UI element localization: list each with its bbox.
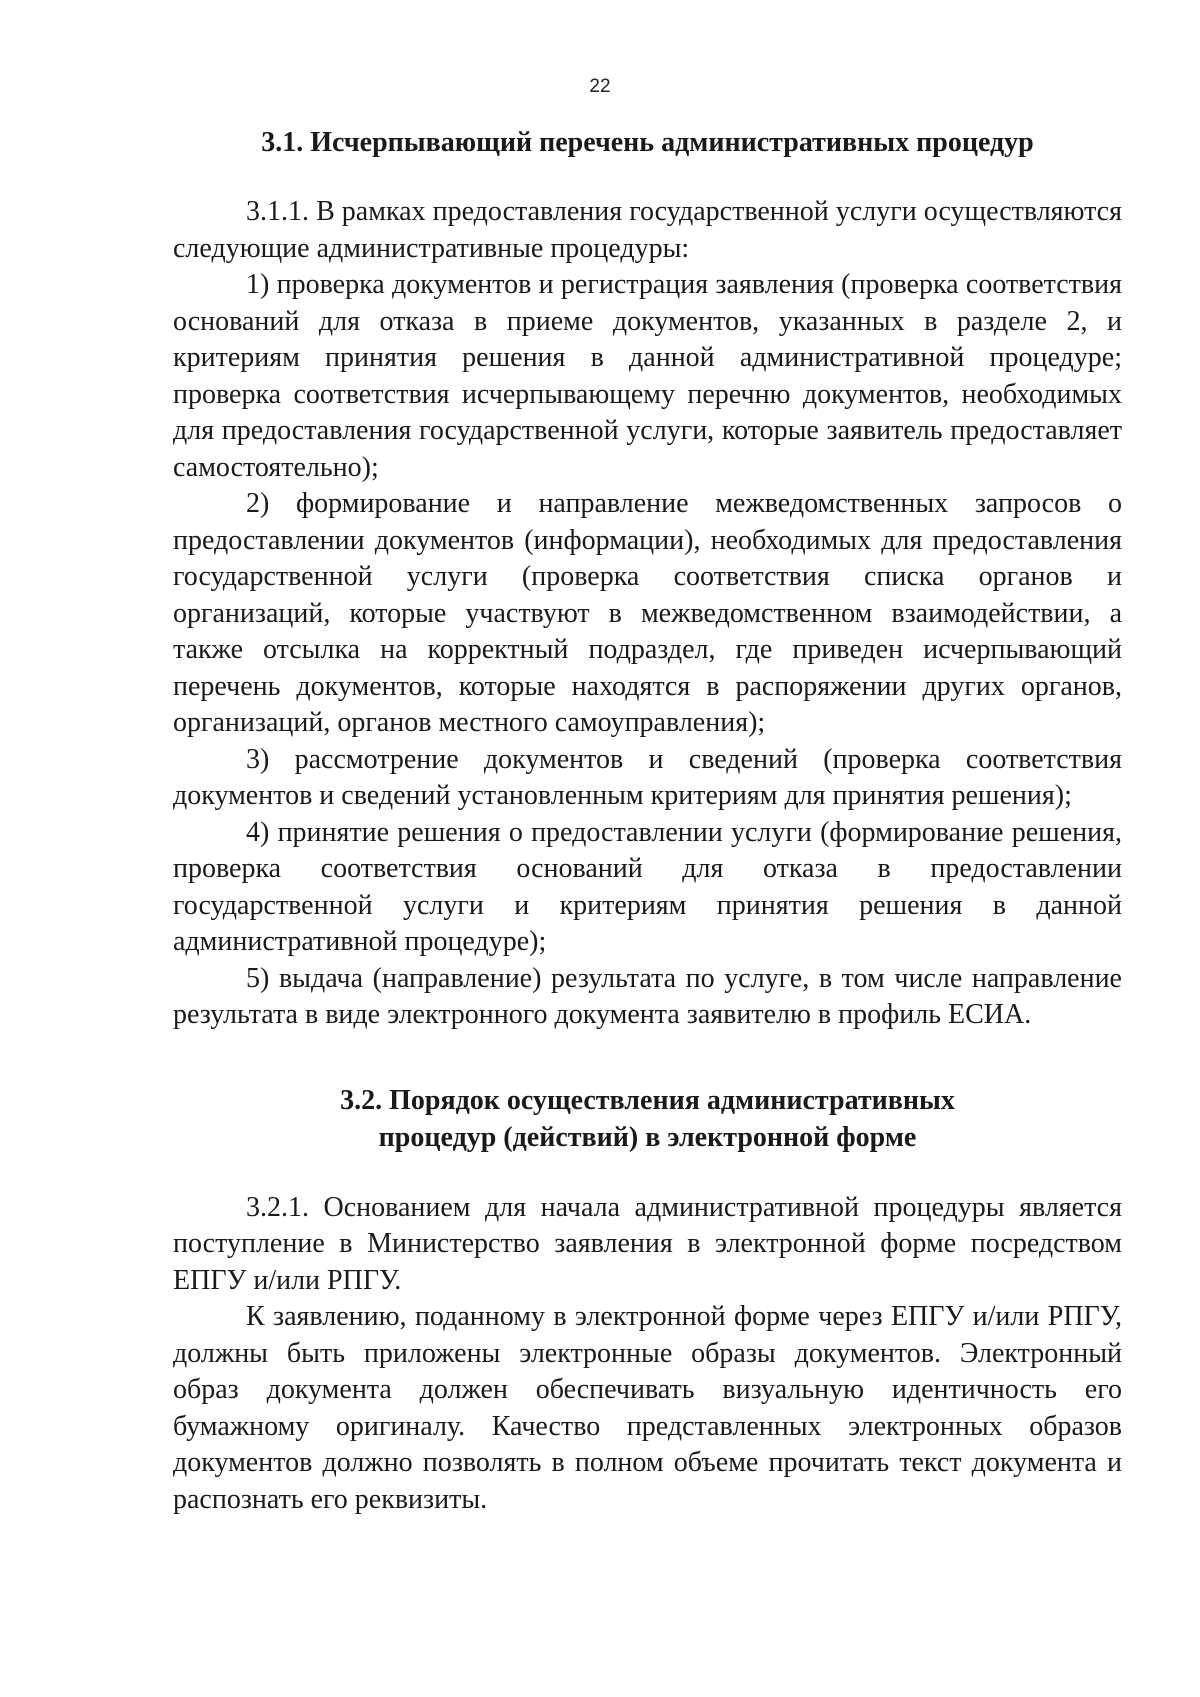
paragraph-electronic-images: К заявлению, поданному в электронной форме через ЕПГУ и/или РПГУ, должны быть приложены электронные образы документов. Электронный образ документа должен обеспечивать визуальную идентичность его бумажному оригиналу. Качество представленных электронных образов документов должно позволять в полном объеме прочитать текст документа и распознать его реквизиты. — [173, 1301, 1122, 1515]
section-3-2-heading — [173, 1082, 1122, 1156]
list-item-3: 3) рассмотрение документов и сведений (проверка соответствия документов и сведений установленным критериям для принятия решения); — [173, 743, 1122, 811]
section-3-2-heading-line-1: 3.2. Порядок осуществления административных — [340, 1084, 955, 1116]
list-item-4: 4) принятие решения о предоставлении услуги (формирование решения, проверка соответствия оснований для отказа в предоставлении государственной услуги и критериям принятия решения в данной административной процедуре); — [173, 816, 1122, 957]
paragraph-3-2-1: 3.2.1. Основанием для начала административной процедуры является поступление в Министерство заявления в электронной форме посредством ЕПГУ и/или РПГУ. — [173, 1191, 1122, 1296]
section-3-2-heading-line-2: процедур (действий) в электронной форме — [378, 1121, 917, 1153]
document-body — [173, 124, 1122, 1518]
list-item-1: 1) проверка документов и регистрация заявления (проверка соответствия оснований для отказа в приеме документов, указанных в разделе 2, и критериям принятия решения в данной административной процедуре; проверка соответствия исчерпывающему перечню документов, необходимых для предоставления государственной услуги, которые заявитель предоставляет самостоятельно); — [173, 269, 1122, 483]
list-item-2: 2) формирование и направление межведомственных запросов о предоставлении документов (информации), необходимых для предоставления государственной услуги (проверка соответствия списка органов и организаций, которые участвуют в межведомственном взаимодействии, а также отсылка на корректный подраздел, где приведен исчерпывающий перечень документов, которые находятся в распоряжении других органов, организаций, органов местного самоуправления); — [173, 488, 1122, 738]
section-3-1-heading: 3.1. Исчерпывающий перечень административных процедур — [261, 127, 1034, 158]
list-item-5: 5) выдача (направление) результата по услуге, в том числе направление результата в виде электронного документа заявителю в профиль ЕСИА. — [173, 962, 1122, 1030]
page-number: 22 — [589, 76, 611, 97]
paragraph-3-1-1: 3.1.1. В рамках предоставления государственной услуги осуществляются следующие административные процедуры: — [173, 196, 1122, 264]
